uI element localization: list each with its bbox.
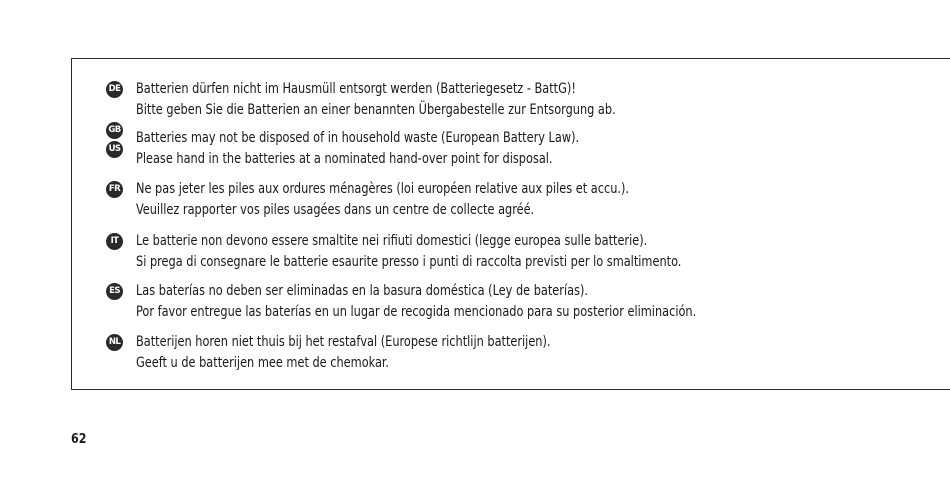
language-badge-us: US <box>106 141 123 158</box>
language-badges <box>106 283 123 300</box>
notice-text-line: Ne pas jeter les piles aux ordures ménagères (loi européen relative aux piles et accu.). <box>136 181 630 197</box>
language-badge-fr: FR <box>106 181 123 198</box>
notice-text-line: Batterien dürfen nicht im Hausmüll entsorgt werden (Batteriegesetz - BattG)! <box>136 81 576 97</box>
language-badges <box>106 181 123 198</box>
language-badge-it: IT <box>106 233 123 250</box>
notice-text-line: Las baterías no deben ser eliminadas en la basura doméstica (Ley de baterías). <box>136 283 588 299</box>
language-badge-gb: GB <box>106 122 123 139</box>
language-badge-de: DE <box>106 81 123 98</box>
notice-text-line: Por favor entregue las baterías en un lugar de recogida mencionado para su posterior eliminación. <box>136 304 697 320</box>
notice-text-line: Please hand in the batteries at a nominated hand-over point for disposal. <box>136 151 553 167</box>
language-badges <box>106 334 123 351</box>
notice-text-line: Bitte geben Sie die Batterien an einer benannten Übergabestelle zur Entsorgung ab. <box>136 102 616 118</box>
notice-text-line: Le batterie non devono essere smaltite nei rifiuti domestici (legge europea sulle batterie). <box>136 233 648 249</box>
notice-text-line: Batteries may not be disposed of in household waste (European Battery Law). <box>136 130 580 146</box>
language-badges <box>106 233 123 250</box>
notice-text-line: Batterijen horen niet thuis bij het restafval (Europese richtlijn batterijen). <box>136 334 551 350</box>
language-badge-es: ES <box>106 283 123 300</box>
notice-text-line: Veuillez rapporter vos piles usagées dans un centre de collecte agréé. <box>136 202 535 218</box>
language-badges <box>106 81 123 98</box>
battery-disposal-notice <box>71 58 950 390</box>
notice-text-line: Si prega di consegnare le batterie esaurite presso i punti di raccolta previsti per lo smaltimento. <box>136 254 682 270</box>
notice-text-line: Geeft u de batterijen mee met de chemokar. <box>136 355 390 371</box>
language-badge-nl: NL <box>106 334 123 351</box>
language-badges <box>106 122 123 158</box>
page-number: 62 <box>71 432 87 447</box>
